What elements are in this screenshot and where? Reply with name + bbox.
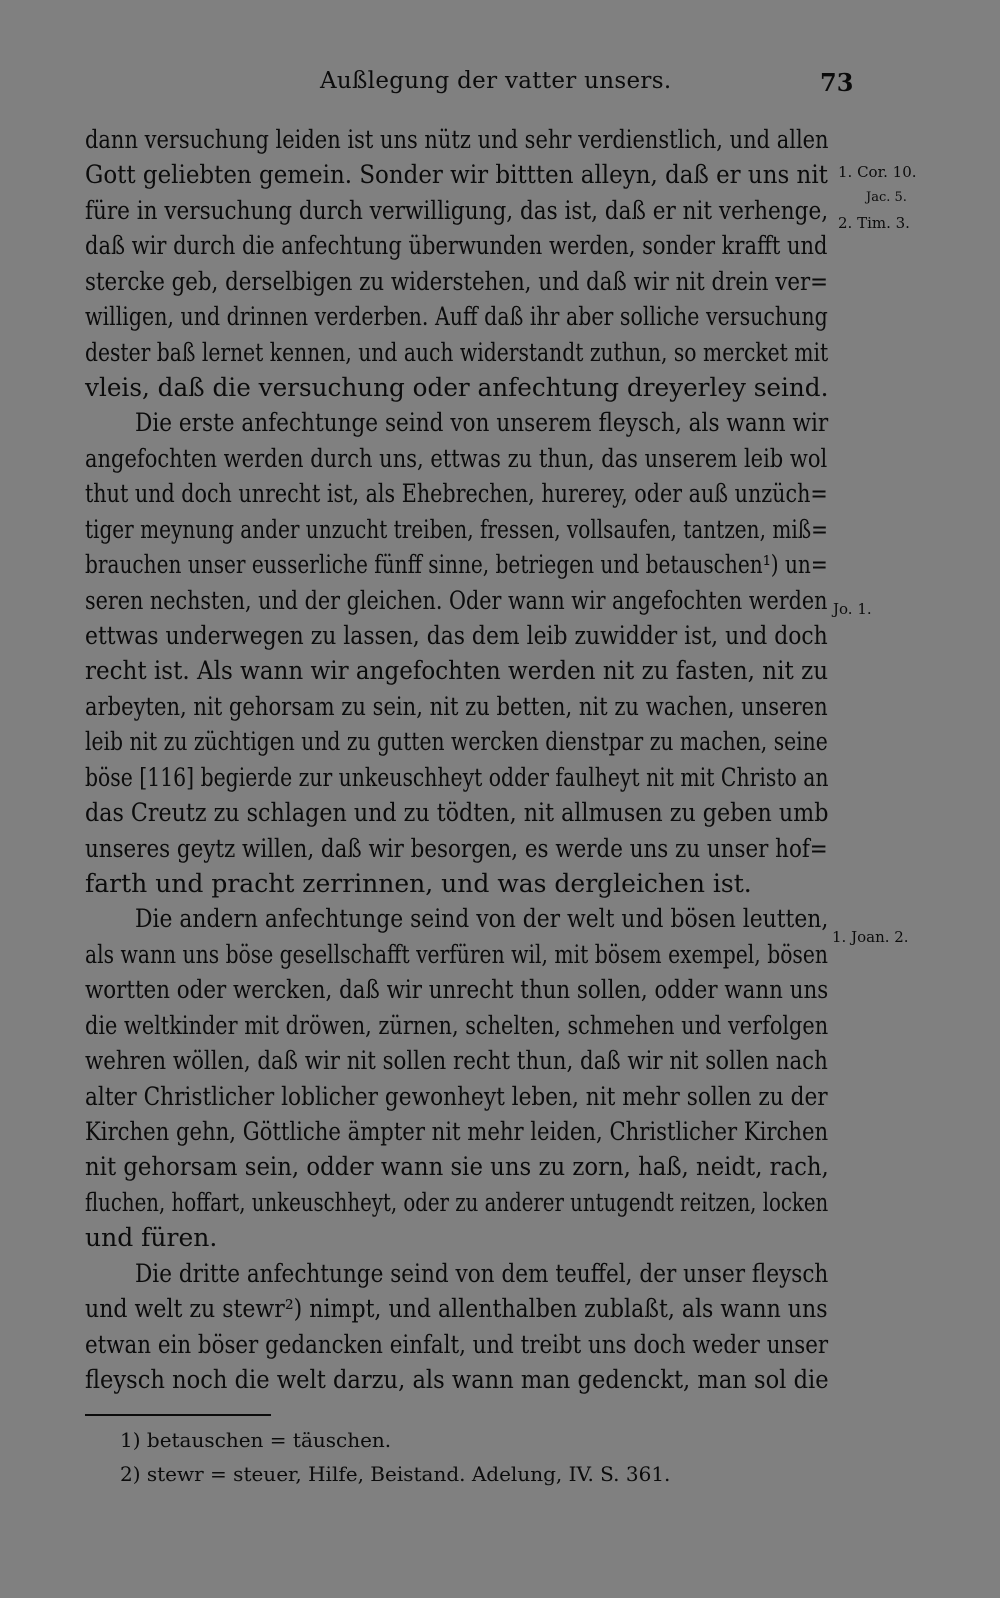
page-number: 73 xyxy=(820,68,854,97)
text-line: fleysch noch die welt darzu, als wann man gedenckt, man sol die xyxy=(85,1365,829,1394)
text-line: willigen, und drinnen verderben. Auff daß ihr aber solliche versuchung xyxy=(85,302,828,331)
text-line: thut und doch unrecht ist, als Ehebrechen, hurerey, oder auß unzüch= xyxy=(85,479,828,508)
text-line: etwan ein böser gedancken einfalt, und treibt uns doch weder unser xyxy=(85,1330,829,1359)
text-line: tiger meynung ander unzucht treiben, fressen, vollsaufen, tantzen, miß= xyxy=(85,515,828,544)
text-line: Die dritte anfechtunge seind von dem teuffel, der unser fleysch xyxy=(135,1259,829,1288)
text-line: das Creutz zu schlagen und zu tödten, nit allmusen zu geben umb xyxy=(85,798,829,827)
text-line: Die erste anfechtunge seind von unserem fleysch, als wann wir xyxy=(135,408,829,437)
text-line: die weltkinder mit dröwen, zürnen, schelten, schmehen und verfolgen xyxy=(85,1011,829,1040)
text-line: böse [116] begierde zur unkeuschheyt odder faulheyt nit mit Christo an xyxy=(85,763,829,792)
text-line: vleis, daß die versuchung oder anfechtung dreyerley seind. xyxy=(85,373,829,402)
text-line: recht ist. Als wann wir angefochten werden nit zu fasten, nit zu xyxy=(85,656,829,685)
running-title: Außlegung der vatter unsers. xyxy=(320,68,672,94)
text-line: farth und pracht zerrinnen, und was dergleichen ist. xyxy=(85,869,752,898)
margin-note-1-cor-10: 1. Cor. 10. xyxy=(838,163,917,181)
text-line: dester baß lernet kennen, und auch widerstandt zuthun, so mercket mit xyxy=(85,338,829,367)
text-line: arbeyten, nit gehorsam zu sein, nit zu betten, nit zu wachen, unseren xyxy=(85,692,828,721)
text-line: wehren wöllen, daß wir nit sollen recht thun, daß wir nit sollen nach xyxy=(85,1046,828,1075)
margin-note-1-joan-2: 1. Joan. 2. xyxy=(832,928,909,946)
text-line: dann versuchung leiden ist uns nütz und sehr verdienstlich, und allen xyxy=(85,125,829,154)
text-line: und füren. xyxy=(85,1223,218,1252)
text-line: ettwas underwegen zu lassen, das dem leib zuwidder ist, und doch xyxy=(85,621,828,650)
text-line: angefochten werden durch uns, ettwas zu thun, das unserem leib wol xyxy=(85,444,828,473)
text-line: wortten oder wercken, daß wir unrecht thun sollen, odder wann uns xyxy=(85,975,829,1004)
text-line: Kirchen gehn, Göttliche ämpter nit mehr leiden, Christlicher Kirchen xyxy=(85,1117,829,1146)
text-line: leib nit zu züchtigen und zu gutten wercken dienstpar zu machen, seine xyxy=(85,727,828,756)
text-line: daß wir durch die anfechtung überwunden werden, sonder krafft und xyxy=(85,231,828,260)
text-line: als wann uns böse gesellschafft verfüren wil, mit bösem exempel, bösen xyxy=(85,940,828,969)
text-line: und welt zu stewr²) nimpt, und allenthalben zublaßt, als wann uns xyxy=(85,1294,828,1323)
text-line: seren nechsten, und der gleichen. Oder wann wir angefochten werden xyxy=(85,586,828,615)
footnote-2: 2) stewr = steuer, Hilfe, Beistand. Adelung, IV. S. 361. xyxy=(120,1462,671,1486)
text-line: stercke geb, derselbigen zu widerstehen, und daß wir nit drein ver= xyxy=(85,267,829,296)
margin-note-jo-1: Jo. 1. xyxy=(833,600,872,618)
text-line: Gott geliebten gemein. Sonder wir bittten alleyn, daß er uns nit xyxy=(85,160,828,189)
text-line: nit gehorsam sein, odder wann sie uns zu zorn, haß, neidt, rach, xyxy=(85,1152,829,1181)
margin-note-2-tim-3: 2. Tim. 3. xyxy=(838,214,910,232)
margin-note-jac-5: Jac. 5. xyxy=(866,190,907,205)
text-line: alter Christlicher loblicher gewonheyt leben, nit mehr sollen zu der xyxy=(85,1082,828,1111)
footnote-divider xyxy=(85,1414,271,1416)
text-line: füre in versuchung durch verwilligung, das ist, daß er nit verhenge, xyxy=(85,196,829,225)
footnote-1: 1) betauschen = täuschen. xyxy=(120,1428,392,1452)
text-line: unseres geytz willen, daß wir besorgen, es werde uns zu unser hof= xyxy=(85,834,828,863)
text-line: Die andern anfechtunge seind von der welt und bösen leutten, xyxy=(135,904,829,933)
text-line: fluchen, hoffart, unkeuschheyt, oder zu anderer untugendt reitzen, locken xyxy=(85,1188,829,1217)
text-line: brauchen unser eusserliche fünff sinne, betriegen und betauschen¹) un= xyxy=(85,550,828,579)
